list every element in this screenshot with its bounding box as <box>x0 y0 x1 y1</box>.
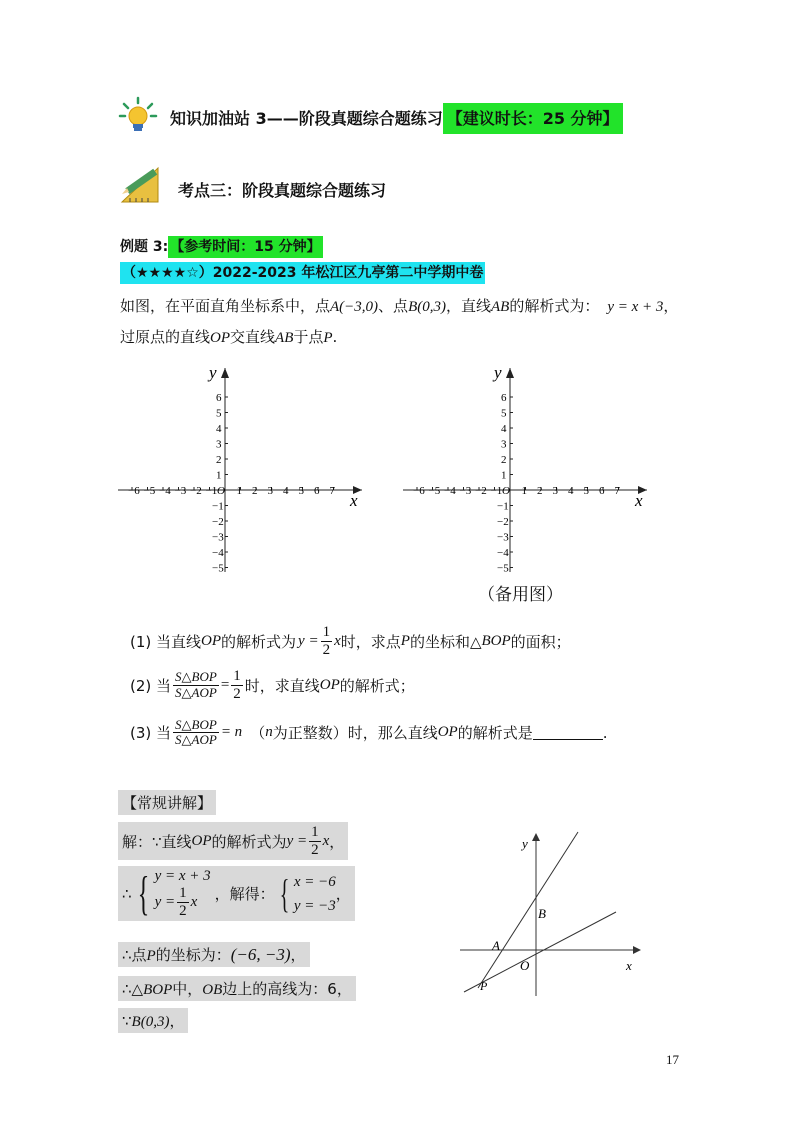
line-op: OP <box>210 330 231 346</box>
q-text: (3) 当 <box>130 724 172 743</box>
s-text: ∵ <box>122 1012 132 1030</box>
intro-text: ， <box>663 297 679 315</box>
solution-line-2 <box>118 866 355 921</box>
solution-figure <box>450 826 650 1006</box>
q-text: 的面积； <box>510 632 571 651</box>
spare-caption: （备用图） <box>478 585 563 604</box>
fig-label-y: y <box>522 836 528 851</box>
q-text: 的坐标和△ <box>409 632 482 651</box>
y-axis-arrow <box>506 368 514 378</box>
s-text: 的解析式为 <box>211 832 287 851</box>
fraction-den: 2 <box>322 641 331 658</box>
fig-label-b: B <box>538 906 546 921</box>
x-axis-label: x <box>635 491 643 510</box>
fraction-den: S△AOP <box>175 732 217 748</box>
fraction-den: 2 <box>311 841 319 858</box>
eq-lhs: y = <box>286 832 308 849</box>
coordinate-grid-main <box>110 360 370 580</box>
left-brace: { <box>279 870 290 916</box>
fraction-num: 1 <box>311 824 319 840</box>
x-tick-label: −1 <box>490 485 503 497</box>
s-text: ，解得： <box>214 885 275 903</box>
y-tick-label: 4 <box>501 423 507 435</box>
y-tick-label: −4 <box>212 547 224 559</box>
x-tick-label: −3 <box>459 485 472 497</box>
point-b: B(0,3) <box>131 1014 170 1030</box>
x-tick-label: −4 <box>159 485 171 497</box>
fraction <box>309 824 321 858</box>
example-header <box>120 236 323 256</box>
area-ratio-fraction <box>173 718 219 748</box>
y-tick-label: 5 <box>501 407 507 420</box>
y-tick-label: 3 <box>501 438 507 451</box>
y-tick-label: −2 <box>497 516 509 528</box>
y-tick-label: 2 <box>216 454 222 466</box>
x-tick-label: 7 <box>329 485 335 497</box>
q-text: 为正整数）时，那么直线 <box>272 724 438 743</box>
section-title: 考点三：阶段真题综合题练习 <box>178 181 387 200</box>
fraction <box>321 624 333 658</box>
y-tick-label: −1 <box>497 500 509 513</box>
x-tick-label: 2 <box>252 485 258 497</box>
pencil-ruler-icon <box>118 164 162 206</box>
page-number: 17 <box>666 1052 679 1067</box>
source-badge <box>120 262 485 282</box>
fig-label-x: x <box>626 958 632 973</box>
y-tick-label: 6 <box>501 392 507 404</box>
q-text: （ <box>250 724 266 743</box>
x-tick-label: 6 <box>314 485 320 497</box>
line-op: OP <box>319 676 340 693</box>
question-2 <box>130 668 415 702</box>
s-text: 的坐标为： <box>155 946 231 964</box>
x-tick-label: 4 <box>568 485 574 497</box>
y-tick-label: 1 <box>501 469 507 482</box>
fraction-den: S△AOP <box>175 684 217 700</box>
y-axis-label: y <box>494 363 502 382</box>
fraction-den: 2 <box>179 902 187 919</box>
lightbulb-icon <box>118 96 158 136</box>
x-tick-label: −3 <box>174 485 187 497</box>
fraction-den: 2 <box>233 685 241 702</box>
fraction-num: 1 <box>179 885 187 901</box>
q-text: 的解析式为 <box>221 632 297 651</box>
intro-text: 过原点的直线 <box>120 328 211 346</box>
intro-line-2 <box>120 326 337 347</box>
result-x: x = −6 <box>293 873 336 890</box>
line-op: OP <box>201 632 222 649</box>
intro-text: 交直线 <box>230 328 276 346</box>
fraction-num: S△BOP <box>175 717 217 732</box>
system-equations <box>155 868 211 919</box>
solution-line-5 <box>118 1008 188 1033</box>
area-ratio-fraction <box>173 670 219 700</box>
intro-text: 如图，在平面直角坐标系中，点 <box>120 297 331 315</box>
x-tick-label: 2 <box>537 485 543 497</box>
left-brace: { <box>137 866 149 920</box>
y-tick-label: 1 <box>216 469 222 482</box>
x-tick-label: −5 <box>143 485 156 497</box>
line-ab: AB <box>490 299 510 315</box>
equation: y = x + 3 <box>607 299 664 315</box>
x-tick-label: 4 <box>283 485 289 497</box>
x-tick-label: 3 <box>267 485 273 497</box>
line-op: OP <box>437 724 458 741</box>
s-text: 解：∵直线 <box>122 832 192 851</box>
x-tick-label: 6 <box>599 485 605 497</box>
solution-line-4 <box>118 976 356 1001</box>
point-a: A(−3,0) <box>330 299 379 315</box>
y-tick-label: −3 <box>497 531 509 544</box>
x-tick-label: −6 <box>128 485 140 497</box>
triangle-bop: BOP <box>481 632 511 649</box>
s-text: ∴点 <box>122 946 147 964</box>
x-tick-label: 3 <box>552 485 558 497</box>
s-text: ， <box>335 885 351 903</box>
x-tick-label: 5 <box>583 485 589 497</box>
q-text: . <box>602 723 608 742</box>
point-p: P <box>146 948 156 964</box>
s-text: 中， <box>172 980 203 998</box>
eq-var: x <box>322 832 330 849</box>
q-text: (2) 当 <box>130 676 172 695</box>
fraction-num: 1 <box>322 624 331 640</box>
x-tick-label: 7 <box>614 485 620 497</box>
y-tick-label: −2 <box>212 516 224 528</box>
y-tick-label: 4 <box>216 423 222 435</box>
point-p: P <box>400 632 410 649</box>
header-title-row <box>170 106 623 129</box>
intro-text: 、点 <box>378 297 409 315</box>
fraction <box>231 668 243 702</box>
intro-text: 于点 <box>293 328 324 346</box>
x-tick-label: 1 <box>236 485 242 497</box>
x-tick-label: −6 <box>413 485 425 497</box>
intro-text: . <box>332 328 338 346</box>
s-text: 边上的高线为：6， <box>222 980 352 998</box>
question-1 <box>130 624 571 658</box>
ref-time-badge: 【参考时间：15 分钟】 <box>168 236 322 258</box>
solution-line-1 <box>118 822 348 860</box>
eq-lhs: y = <box>154 893 176 910</box>
eq-var: x <box>190 893 198 910</box>
point-b: B(0,3) <box>408 299 446 315</box>
question-3 <box>130 718 608 748</box>
q-text: 的解析式； <box>339 676 415 695</box>
x-tick-label: −2 <box>190 485 202 497</box>
solution-values <box>294 870 336 918</box>
header-title: 知识加油站 3——阶段真题综合题练习 <box>170 109 443 128</box>
intro-text: ，直线 <box>445 297 491 315</box>
y-tick-label: 3 <box>216 438 222 451</box>
result-y: y = −3 <box>293 897 336 914</box>
s-text: ， <box>290 946 306 964</box>
source-text: （★★★★☆）2022-2023 年松江区九亭第二中学期中卷 <box>120 262 485 284</box>
y-axis-arrow <box>221 368 229 378</box>
therefore-symbol: ∴ <box>122 884 132 903</box>
x-tick-label: 1 <box>521 485 527 497</box>
point-p-coord: (−6, −3) <box>230 945 291 964</box>
x-tick-label: O <box>502 485 510 497</box>
example-label: 例题 3: <box>120 239 169 255</box>
time-badge: 【建议时长：25 分钟】 <box>443 103 623 134</box>
y-tick-label: −5 <box>212 562 224 575</box>
x-tick-label: 5 <box>298 485 304 497</box>
eq-lhs: y = <box>298 632 319 649</box>
fig-label-a: A <box>492 938 500 953</box>
x-tick-label: −5 <box>428 485 441 497</box>
q-text: (1) 当直线 <box>130 632 202 651</box>
segment-ob: OB <box>202 982 223 998</box>
intro-line-1 <box>120 295 678 316</box>
fraction-num: S△BOP <box>175 669 217 685</box>
fig-label-o: O <box>520 958 530 973</box>
x-axis-label: x <box>350 491 358 510</box>
answer-blank[interactable] <box>533 725 603 740</box>
y-tick-label: 6 <box>216 392 222 404</box>
s-text: ， <box>169 1012 185 1030</box>
q-text: 时，求点 <box>340 632 401 651</box>
y-tick-label: −4 <box>497 547 509 559</box>
var-n: n <box>265 724 273 741</box>
fig-label-p: P <box>480 979 488 993</box>
system-eq-1: y = x + 3 <box>154 868 211 884</box>
solution-label: 【常规讲解】 <box>118 790 216 815</box>
point-p: P <box>323 330 333 346</box>
x-tick-label: −4 <box>444 485 456 497</box>
coordinate-grid-spare <box>395 360 655 580</box>
line-ab: AB <box>275 330 294 346</box>
s-text: ∴△ <box>122 980 144 998</box>
x-tick-label: −2 <box>475 485 487 497</box>
system-eq-2 <box>155 885 211 919</box>
eq-sign: = <box>220 676 230 693</box>
fraction <box>177 885 189 919</box>
x-tick-label: O <box>217 485 225 497</box>
y-axis-label: y <box>209 363 217 382</box>
eq-n: = n <box>220 724 243 741</box>
s-text: ， <box>329 832 345 851</box>
eq-var: x <box>334 632 341 649</box>
y-tick-label: 2 <box>501 454 507 466</box>
q-text: 时，求直线 <box>244 676 320 695</box>
triangle-bop: BOP <box>143 982 173 998</box>
x-tick-label: −1 <box>205 485 218 497</box>
intro-text: 的解析式为： <box>509 297 600 315</box>
solution-line-3 <box>118 942 310 967</box>
y-tick-label: 5 <box>216 407 222 420</box>
line-op: OP <box>191 832 212 849</box>
y-tick-label: −3 <box>212 531 224 544</box>
fraction-num: 1 <box>233 668 241 684</box>
y-tick-label: −5 <box>497 562 509 575</box>
q-text: 的解析式是 <box>457 724 533 743</box>
y-tick-label: −1 <box>212 500 224 513</box>
